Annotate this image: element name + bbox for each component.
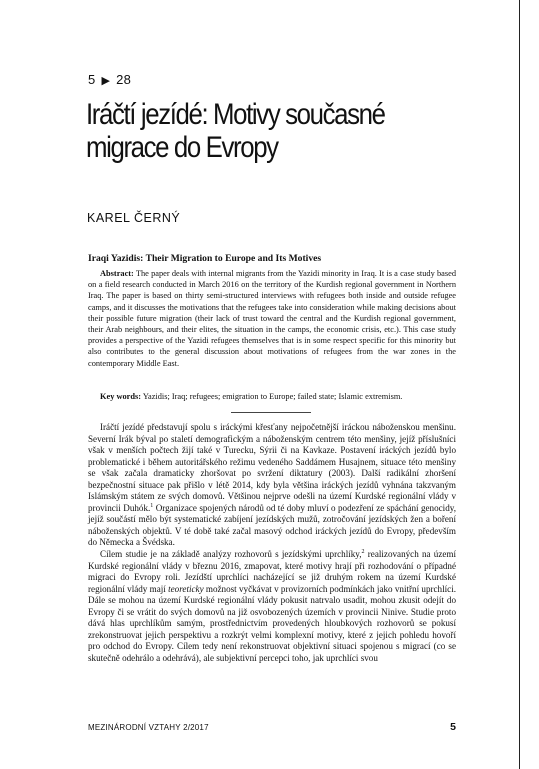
keywords-label: Key words: [100,392,142,401]
p2-text-cont: realizovaných na území Kurdské regionální vlády v březnu 2016, zmapovat, které motivy hrají při rozhodování o případné migraci do Evropy roli. Jezídští uprchlíci nacházející se již druhým rokem na území Kurdské regionální vlády mají [88,549,457,594]
p1-text: Iráčtí jezídé představují spolu s iráckými křesťany nejpočetnější iráckou náboženskou menšinu. Severní Irák býval po staletí demografickým a náboženským centrem této menšiny, jejíž příslušníci však v menších počtech žijí také v Turecku, Sýrii či na Kavkaze. Postavení iráckých jezídů bylo problematické i během autoritářského režimu vedeného Saddámem Husajnem, situace této menšiny se však začala dramaticky zhoršovat po svržení diktatury (2003). Další radikální zhoršení bezpečnostní situace pak přišlo v létě 2014, kdy byla většina iráckých jezídů vyhnána takzvaným Islámským státem ze svých domovů. Většinou nejprve odešli na území Kurdské regionální vlády v provincii Duhók. [88,422,456,513]
article-body [88,422,456,664]
page-number: 5 [450,721,456,733]
abstract-text: The paper deals with internal migrants from the Yazidi minority in Iraq. It is a case study based on a field research conducted in March 2016 on the territory of the Kurdish regional government in Northern Iraq. The paper is based on thirty semi-structured interviews with refugees both inside and outside refugee camps, and it discusses the motivations that the refugees take into consideration while making decisions about their possible future migration (their lack of trust toward the central and the Kurdish regional government, their Arab neighbours, and their elites, the situation in the camps, the economic crisis, etc.). This case study provides a perspective of the Yazidi refugees themselves that is in some respect specific for this minority but also contributes to the general discussion about motivations of refugees from the war zones in the contemporary Middle East. [88,269,456,368]
author-name: KAREL ČERNÝ [87,211,181,225]
running-head-continues: 28 [116,72,132,87]
p2-text: Cílem studie je na základě analýzy rozhovorů s jezídskými uprchlíky, [100,549,362,560]
p2-text-end: možnost vyčkávat v provizorních podmínkách jako vnitřní uprchlíci. Dále se mohou na území Kurdské regionální vlády pokusit natrvalo usadit, mohou zkusit odejít do Evropy či se vrátit do svých domovů na již osvobozených územích v provincii Ninive. Studie proto dává hlas uprchlíkům samým, prostřednictvím provedených hloubkových rozhovorů se pokusí zrekonstruovat jejich perspektivu a rozkrýt velmi komplexní motivy, které z jejich pohledu hovoří pro odchod do Evropy. Cílem tedy není rekonstruovat objektivní situaci spojenou s migrací (co se skutečně odehrálo a odehrává), ale subjektivní percepci toho, jak uprchlíci svou [88,583,456,663]
article-title: Iráčtí jezídé: Motivy současné migrace do Evropy [86,98,385,164]
body-paragraph-1 [88,422,456,549]
p2-italic-word: teoreticky [168,583,204,594]
keywords [88,391,456,402]
keywords-text: Yazidis; Iraq; refugees; emigration to Europe; failed state; Islamic extremism. [142,392,403,401]
body-paragraph-2 [88,549,456,664]
triangle-arrow-icon: ▶ [101,75,111,87]
abstract [88,268,456,369]
page-edge-rule [519,0,520,769]
running-head-page: 5 [88,72,96,87]
p1-text-cont: Organizace spojených národů od té doby mluví o podezření ze spáchání genocidy, jejíž součástí mělo být systematické zabíjení jezídských mužů, zotročování jezídských žen a boření náboženských objektů. V té době také začal masový odchod iráckých jezídů do Evropy, především do Německa a Švédska. [88,502,456,548]
running-head [88,72,131,87]
section-divider [231,412,311,413]
footnote-ref-2[interactable]: 2 [361,548,365,555]
abstract-label: Abstract: [100,269,134,278]
english-title: Iraqi Yazidis: Their Migration to Europe and Its Motives [88,253,322,264]
footnote-ref-1[interactable]: 1 [150,502,154,509]
journal-footer: MEZINÁRODNÍ VZTAHY 2/2017 [88,723,209,732]
